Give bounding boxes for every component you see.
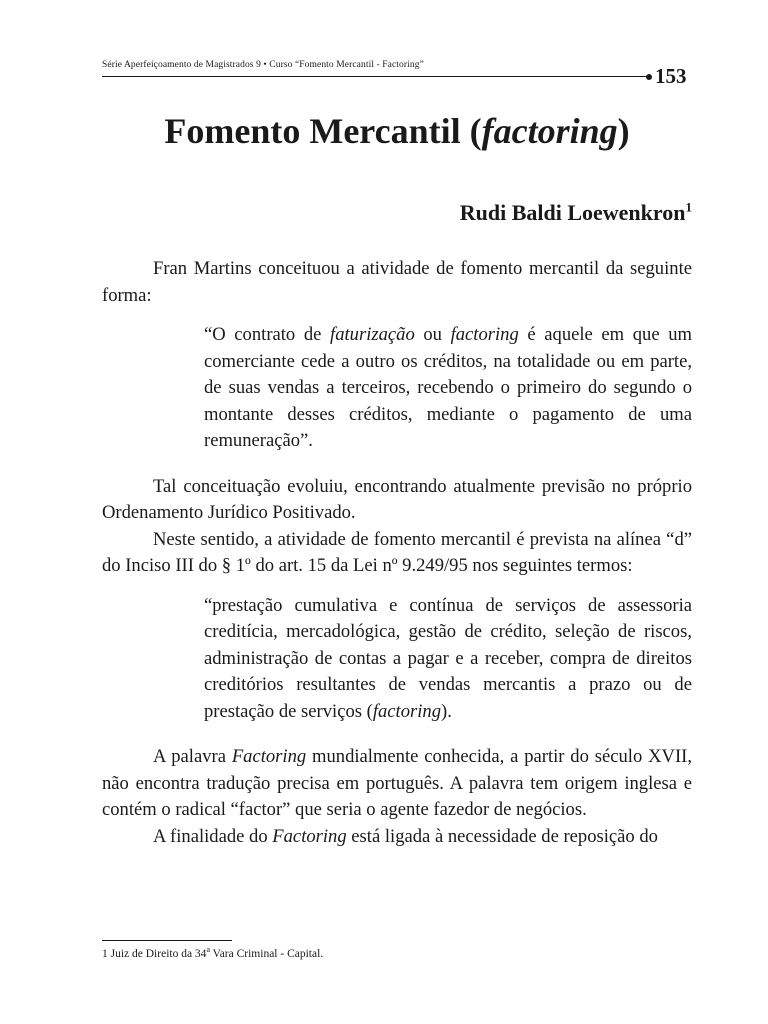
footnote-text: 1 Juiz de Direito da 34 [102, 948, 207, 960]
author-name [460, 200, 692, 226]
italic-term: Factoring [231, 746, 307, 767]
block-quote-law [204, 593, 692, 726]
paragraph-intro: Fran Martins conceituou a atividade de fomento mercantil da seguinte forma: [102, 258, 692, 306]
quote-italic-term: factoring [372, 700, 442, 722]
quote-text: é aquele em que um comerciante cede a outro os créditos, na totalidade ou em parte, de suas vendas a terceiros, recebendo o primeiro do segundo o montante desses créditos, mediante o pagamento de uma remuneração”. [204, 324, 692, 451]
quote-text: ). [441, 700, 452, 722]
running-head: Série Aperfeiçoamento de Magistrados 9 • Curso “Fomento Mercantil - Factoring” [102, 60, 424, 70]
header-rule [102, 76, 650, 77]
footnote-ordinal: a [206, 945, 210, 955]
footnote-rule [102, 940, 232, 941]
block-quote-definition [204, 322, 692, 455]
footnote-reference[interactable]: 1 [685, 199, 692, 215]
paragraph-purpose [102, 824, 692, 851]
page-number: 153 [655, 64, 687, 88]
paragraph-text: mundialmente conhecida, a partir do século XVII, não encontra tradução precisa em português. A palavra tem origem inglesa e contém o radical “factor” que seria o agente fazedor de negócios. [102, 746, 692, 820]
footnote-text: Vara Criminal - Capital. [210, 948, 324, 960]
title-italic: factoring [481, 111, 618, 151]
quote-italic-term: factoring [450, 324, 519, 345]
body-text [102, 256, 692, 850]
title-end: ) [617, 111, 630, 151]
paragraph-text: A finalidade do [153, 825, 273, 847]
header-rule-dot [646, 74, 652, 80]
article-title [102, 110, 692, 152]
quote-italic-term: faturização [330, 324, 415, 345]
italic-term: Factoring [272, 825, 347, 847]
paragraph-text: está ligada à necessidade de reposição do [346, 825, 658, 847]
author-text: Rudi Baldi Loewenkron [459, 200, 686, 225]
paragraph-etymology [102, 744, 692, 824]
title-main: Fomento Mercantil ( [164, 111, 482, 151]
footnote [102, 945, 324, 960]
paragraph-text: A palavra [153, 746, 232, 767]
quote-text: ou [414, 324, 451, 345]
paragraph-law-reference: Neste sentido, a atividade de fomento mercantil é prevista na alínea “d” do Inciso III do § 1º do art. 15 da Lei nº 9.249/95 nos seguintes termos: [102, 528, 692, 576]
quote-text: “O contrato de [204, 324, 331, 345]
quote-text: “prestação cumulativa e contínua de serviços de assessoria creditícia, mercadológica, gestão de crédito, seleção de riscos, administração de contas a pagar e a receber, compra de direitos creditórios resultantes de vendas mercantis a prazo ou de prestação de serviços ( [204, 594, 692, 722]
paragraph-evolution: Tal conceituação evoluiu, encontrando atualmente previsão no próprio Ordenamento Jurídico Positivado. [102, 475, 692, 523]
